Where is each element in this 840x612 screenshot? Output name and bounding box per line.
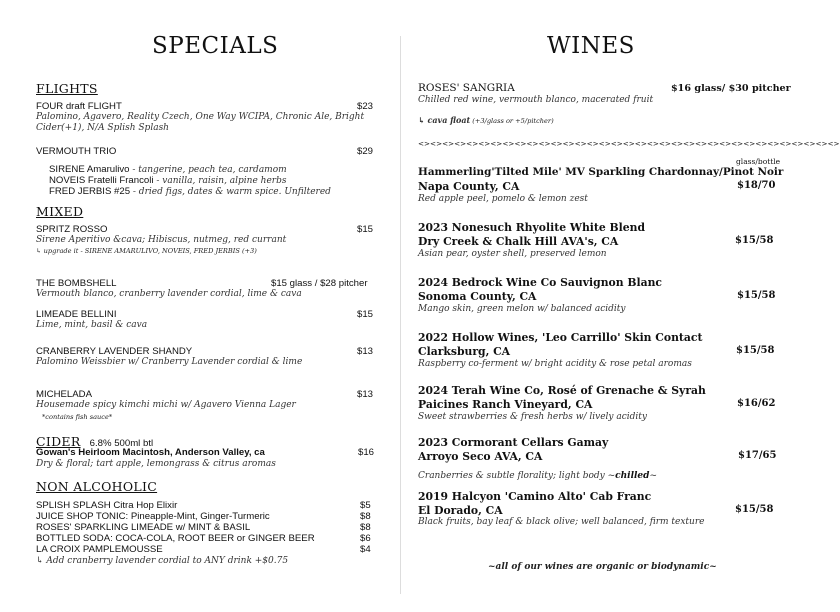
na-item-price: $6 bbox=[360, 533, 371, 544]
decorative-divider: <><><><><><><><><><><><><><><><><><><><><><><><><><><><><><><><><><><> bbox=[418, 139, 840, 148]
na-item-name: BOTTLED SODA: COCA-COLA, ROOT BEER or GINGER BEER bbox=[36, 533, 315, 544]
wine-desc: Red apple peel, pomelo & lemon zest bbox=[418, 194, 588, 204]
wine-desc-chilled: chilled bbox=[615, 471, 650, 481]
sangria-name: ROSES' SANGRIA bbox=[418, 82, 515, 94]
column-divider bbox=[400, 36, 401, 594]
wines-title: WINES bbox=[547, 33, 635, 59]
glass-bottle-label: glass/bottle bbox=[736, 157, 781, 166]
sangria-desc: Chilled red wine, vermouth blanco, macerated fruit bbox=[418, 95, 654, 105]
bellini-name: LIMEADE BELLINI bbox=[36, 309, 117, 320]
bombshell-price: $15 glass / $28 pitcher bbox=[271, 278, 368, 289]
bellini-price: $15 bbox=[357, 309, 374, 320]
na-addon-note: ↳ Add cranberry lavender cordial to ANY drink +$0.75 bbox=[36, 556, 289, 566]
wine-price: $18/70 bbox=[737, 180, 776, 191]
wine-price: $15/58 bbox=[737, 290, 776, 301]
cider-name: Gowan's Heirloom Macintosh, Anderson Valley, ca bbox=[36, 447, 265, 458]
spritz-price: $15 bbox=[357, 224, 374, 235]
na-item-name: LA CROIX PAMPLEMOUSSE bbox=[36, 544, 163, 555]
sangria-price: $16 glass/ $30 pitcher bbox=[671, 83, 791, 94]
sangria-float bbox=[418, 108, 554, 127]
wine-region: Clarksburg, CA bbox=[418, 345, 511, 358]
wine-title: Hammerling'Tilted Mile' MV Sparkling Chardonnay/Pinot Noir bbox=[418, 166, 784, 178]
wine-price: $15/58 bbox=[735, 504, 774, 515]
shandy-desc: Palomino Weissbier w/ Cranberry Lavender cordial & lime bbox=[36, 357, 303, 367]
na-item-price: $8 bbox=[360, 511, 371, 522]
trio-item bbox=[49, 179, 331, 198]
wine-desc: Black fruits, bay leaf & black olive; well balanced, firm texture bbox=[418, 517, 705, 527]
wine-price: $15/58 bbox=[736, 345, 775, 356]
wine-region: Paicines Ranch Vineyard, CA bbox=[418, 398, 593, 411]
wine-title: 2024 Bedrock Wine Co Sauvignon Blanc bbox=[418, 276, 663, 289]
cider-sub: 6.8% 500ml btl bbox=[89, 438, 154, 449]
cider-desc: Dry & floral; tart apple, lemongrass & citrus aromas bbox=[36, 459, 276, 469]
michelada-desc: Housemade spicy kimchi michi w/ Agavero Vienna Lager bbox=[36, 400, 296, 410]
vermouth-trio-name: VERMOUTH TRIO bbox=[36, 146, 117, 157]
spritz-desc: Sirene Aperitivo &cava; Hibiscus, nutmeg, red currant bbox=[36, 235, 287, 245]
wine-price: $15/58 bbox=[735, 235, 774, 246]
sangria-float-note: (+3/glass or +5/pitcher) bbox=[470, 117, 554, 125]
wine-desc: Asian pear, oyster shell, preserved lemon bbox=[418, 249, 607, 259]
wine-title: 2023 Nonesuch Rhyolite White Blend bbox=[418, 221, 646, 234]
trio-item-name: SIRENE Amarulivo bbox=[49, 164, 130, 175]
wine-title: 2019 Halcyon 'Camino Alto' Cab Franc bbox=[418, 490, 652, 503]
wine-desc: Mango skin, green melon w/ balanced acidity bbox=[418, 304, 626, 314]
wine-region: Sonoma County, CA bbox=[418, 290, 537, 303]
wine-region: Napa County, CA bbox=[418, 180, 520, 193]
wine-price: $17/65 bbox=[738, 450, 777, 461]
wine-title: 2023 Cormorant Cellars Gamay bbox=[418, 436, 609, 449]
trio-item-name: FRED JERBIS #25 bbox=[49, 186, 131, 197]
vermouth-trio-price: $29 bbox=[357, 146, 374, 157]
na-item-price: $4 bbox=[360, 544, 371, 555]
sangria-float-label: ↳ cava float bbox=[418, 115, 471, 125]
four-flight-price: $23 bbox=[357, 101, 374, 112]
wine-desc bbox=[418, 463, 657, 482]
bombshell-name: THE BOMBSHELL bbox=[36, 278, 117, 289]
michelada-price: $13 bbox=[357, 389, 374, 400]
wine-desc: Sweet strawberries & fresh herbs w/ lively acidity bbox=[418, 412, 647, 422]
wine-desc-tail: ~ bbox=[649, 471, 657, 481]
four-flight-desc: Palomino, Agavero, Reality Czech, One Way WCIPA, Chronic Ale, Bright Cider(+1), N/A Splish Splash bbox=[36, 112, 365, 133]
flights-header: FLIGHTS bbox=[36, 81, 98, 96]
non-alcoholic-header: NON ALCOHOLIC bbox=[36, 479, 158, 494]
shandy-price: $13 bbox=[357, 346, 374, 357]
wine-region: Arroyo Seco AVA, CA bbox=[418, 450, 543, 463]
na-item-name: SPLISH SPLASH Citra Hop Elixir bbox=[36, 500, 178, 511]
trio-item-desc: - vanilla, raisin, alpine herbs bbox=[153, 176, 287, 186]
wine-desc-text: Cranberries & subtle florality; light body ~ bbox=[418, 471, 616, 481]
wine-region: Dry Creek & Chalk Hill AVA's, CA bbox=[418, 235, 619, 248]
bellini-desc: Lime, mint, basil & cava bbox=[36, 320, 148, 330]
michelada-note: *contains fish sauce* bbox=[42, 413, 113, 421]
mixed-header: MIXED bbox=[36, 204, 84, 219]
specials-title: SPECIALS bbox=[152, 33, 279, 59]
wine-desc: Raspberry co-ferment w/ bright acidity & rose petal aromas bbox=[418, 359, 692, 369]
na-item-price: $8 bbox=[360, 522, 371, 533]
spritz-upgrade: ↳ upgrade it - SIRENE AMARULIVO, NOVEIS, FRED JERBIS (+3) bbox=[36, 247, 257, 255]
na-item-price: $5 bbox=[360, 500, 371, 511]
wine-title: 2022 Hollow Wines, 'Leo Carrillo' Skin Contact bbox=[418, 331, 703, 344]
cider-price: $16 bbox=[358, 447, 375, 458]
michelada-name: MICHELADA bbox=[36, 389, 92, 400]
trio-item-desc: - tangerine, peach tea, cardamom bbox=[129, 165, 287, 175]
wine-price: $16/62 bbox=[737, 398, 776, 409]
shandy-name: CRANBERRY LAVENDER SHANDY bbox=[36, 346, 193, 357]
wines-footer-note: ~all of our wines are organic or biodynamic~ bbox=[488, 562, 717, 572]
na-item-name: JUICE SHOP TONIC: Pineapple-Mint, Ginger-Turmeric bbox=[36, 511, 270, 522]
spritz-name: SPRITZ ROSSO bbox=[36, 224, 108, 235]
cider-header: CIDER bbox=[36, 434, 81, 449]
trio-item-name: NOVEIS Fratelli Francoli bbox=[49, 175, 154, 186]
na-item-name: ROSES' SPARKLING LIMEADE w/ MINT & BASIL bbox=[36, 522, 251, 533]
trio-item-desc: - dried figs, dates & warm spice. Unfiltered bbox=[130, 187, 331, 197]
bombshell-desc: Vermouth blanco, cranberry lavender cordial, lime & cava bbox=[36, 289, 302, 299]
four-flight-name: FOUR draft FLIGHT bbox=[36, 101, 122, 112]
wine-title: 2024 Terah Wine Co, Rosé of Grenache & Syrah bbox=[418, 384, 706, 397]
wine-region: El Dorado, CA bbox=[418, 504, 503, 517]
